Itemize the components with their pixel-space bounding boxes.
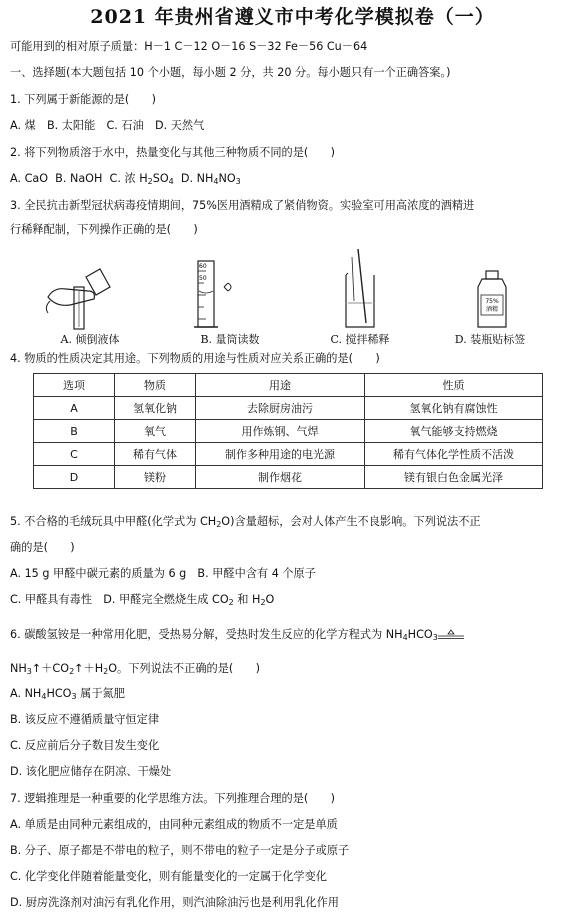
table-cell: D <box>34 466 115 489</box>
table-header: 物质 <box>115 374 196 397</box>
q6-option-c: C. 反应前后分子数目发生变化 <box>10 739 160 752</box>
stirring-illustration <box>300 247 420 331</box>
q4-stem: 4. 物质的性质决定其用途。下列物质的用途与性质对应关系正确的是( ) <box>10 352 380 365</box>
figure-pouring <box>30 247 150 347</box>
table-cell: A <box>34 397 115 420</box>
q5-stem-line1: 5. 不合格的毛绒玩具中甲醛(化学式为 $CH_2O$)含量超标，会对人体产生不良影响。下列说法不正 <box>10 515 481 529</box>
q2-option-a: A. CaO <box>10 172 49 185</box>
q1-stem: 1. 下列属于新能源的是( ) <box>10 93 157 106</box>
table-cell: 稀有气体化学性质不活泼 <box>365 443 543 466</box>
q5-stem-line2: 确的是( ) <box>10 541 75 554</box>
q7-option-d: D. 厨房洗涤剂对油污有乳化作用，则汽油除油污也是利用乳化作用 <box>10 896 339 909</box>
q5-options-line1: A. 15 g 甲醛中碳元素的质量为 6 g B. 甲醛中含有 4 个原子 <box>10 567 316 580</box>
cylinder-illustration <box>170 247 290 331</box>
table-cell: 氧气 <box>115 420 196 443</box>
q2-option-b: B. NaOH <box>55 172 103 185</box>
table-header: 用途 <box>196 374 365 397</box>
q6-stem-line1: 6. 碳酸氢铵是一种常用化肥，受热易分解，受热时发生反应的化学方程式为 $NH_4HCO_3$ <box>10 628 578 645</box>
q2-options <box>10 172 578 189</box>
pouring-illustration <box>30 247 150 331</box>
bottle-label-text: 75% <box>485 298 499 305</box>
table-header-row <box>34 374 543 397</box>
table-cell: C <box>34 443 115 466</box>
svg-text:酒精: 酒精 <box>485 306 499 313</box>
heat-equals-sign <box>438 629 464 641</box>
figure-bottle <box>430 247 550 347</box>
q6-option-a: A. $NH_4HCO_3$ 属于氮肥 <box>10 687 125 701</box>
atomic-masses: 可能用到的相对原子质量：H－1 C－12 O－16 S－32 Fe－56 Cu－64 <box>10 40 368 53</box>
table-cell: 氢氧化钠有腐蚀性 <box>365 397 543 420</box>
table-cell: 制作烟花 <box>196 466 365 489</box>
q7-option-c: C. 化学变化伴随着能量变化，则有能量变化的一定属于化学变化 <box>10 870 327 883</box>
q3-figures <box>30 247 570 347</box>
q3-stem-line1: 3. 全民抗击新型冠状病毒疫情期间，75%医用酒精成了紧俏物资。实验室可用高浓度的酒精进 <box>10 199 475 212</box>
q6-option-d: D. 该化肥应储存在阴凉、干燥处 <box>10 765 172 778</box>
q6-option-b: B. 该反应不遵循质量守恒定律 <box>10 713 160 726</box>
table-header: 性质 <box>365 374 543 397</box>
table-cell: 去除厨房油污 <box>196 397 365 420</box>
q2-option-d: D. $NH_4NO_3$ <box>180 172 241 186</box>
q2-option-c: C. 浓 $H_2SO_4$ <box>109 172 174 186</box>
table-row <box>34 443 543 466</box>
q4-table <box>33 373 543 489</box>
q7-option-b: B. 分子、原子都是不带电的粒子，则不带电的粒子一定是分子或原子 <box>10 844 350 857</box>
figure-caption-b: B. 量筒读数 <box>200 333 260 346</box>
q5-options-line2: C. 甲醛具有毒性 D. 甲醛完全燃烧生成 $CO_2$ 和 $H_2O$ <box>10 593 275 607</box>
q1-options: A. 煤 B. 太阳能 C. 石油 D. 天然气 <box>10 119 205 132</box>
table-header: 选项 <box>34 374 115 397</box>
q7-option-a: A. 单质是由同种元素组成的，由同种元素组成的物质不一定是单质 <box>10 818 338 831</box>
table-cell: 稀有气体 <box>115 443 196 466</box>
page-title: 2021 年贵州省遵义市中考化学模拟卷（一） <box>90 6 495 28</box>
table-row <box>34 397 543 420</box>
figure-caption-c: C. 搅拌稀释 <box>330 333 390 346</box>
table-row <box>34 420 543 443</box>
figure-stirring <box>300 247 420 347</box>
q2-stem: 2. 将下列物质溶于水中，热量变化与其他三种物质不同的是( ) <box>10 146 336 159</box>
table-cell: 氢氧化钠 <box>115 397 196 420</box>
bottle-illustration <box>430 247 550 331</box>
table-cell: 镁粉 <box>115 466 196 489</box>
table-cell: 镁有银白色金属光泽 <box>365 466 543 489</box>
figure-cylinder <box>170 247 290 347</box>
table-row <box>34 466 543 489</box>
q7-stem: 7. 逻辑推理是一种重要的化学思维方法。下列推理合理的是( ) <box>10 792 336 805</box>
figure-caption-d: D. 装瓶贴标签 <box>454 333 526 346</box>
cylinder-tick-50: 50 <box>199 275 207 282</box>
table-cell: B <box>34 420 115 443</box>
table-cell: 制作多种用途的电光源 <box>196 443 365 466</box>
section-heading: 一、选择题(本大题包括 10 个小题，每小题 2 分，共 20 分。每小题只有一个正确答案。) <box>10 66 451 79</box>
table-cell: 氧气能够支持燃烧 <box>365 420 543 443</box>
q3-stem-line2: 行稀释配制，下列操作正确的是( ) <box>10 223 198 236</box>
cylinder-tick-60: 60 <box>199 263 207 270</box>
q6-equation-line2: $NH_3↑+CO_2↑+H_2O$。下列说法不正确的是( ) <box>10 662 261 676</box>
figure-caption-a: A. 倾倒液体 <box>60 333 120 346</box>
table-cell: 用作炼钢、气焊 <box>196 420 365 443</box>
